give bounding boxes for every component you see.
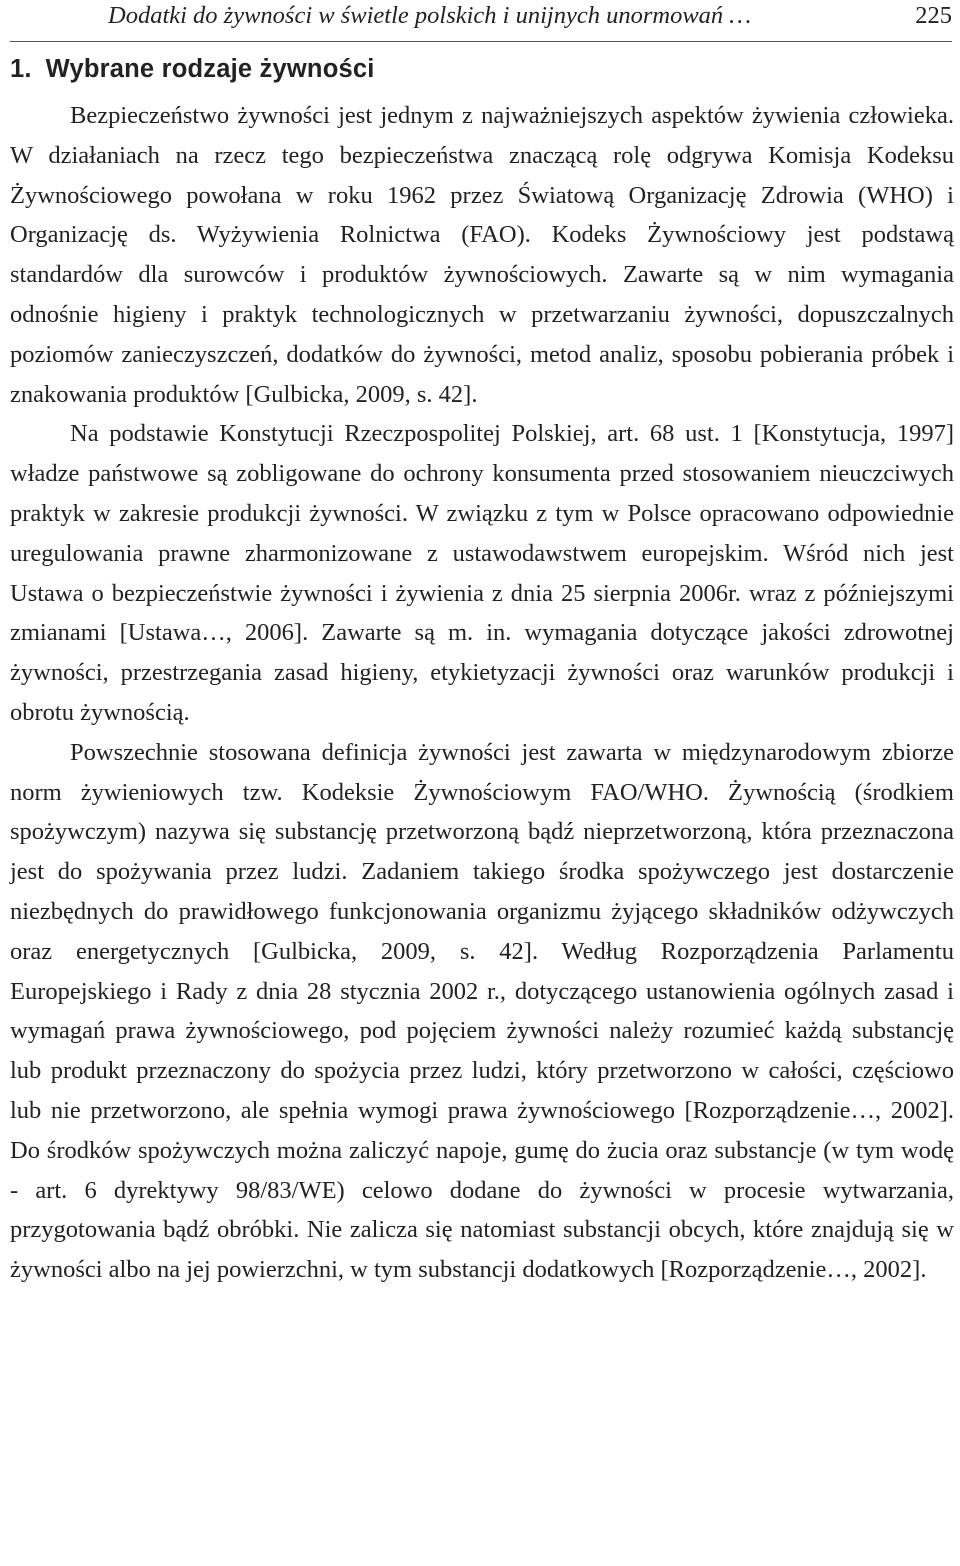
paragraph-food-safety: Bezpieczeństwo żywności jest jednym z najważniejszych aspektów żywienia człowieka. W działaniach na rzecz tego bezpieczeństwa znaczącą rolę odgrywa Komisja Kodeksu Żywnościowego powołana w roku 1962 przez Światową Organizację Zdrowia (WHO) i Organizację ds. Wyżywienia Rolnictwa (FAO). Kodeks Żywnościowy jest podstawą standardów dla surowców i produktów żywnościowych. Zawarte są w nim wymagania odnośnie higieny i praktyk technologicznych w przetwarzaniu żywności, dopuszczalnych poziomów zanieczyszczeń, dodatków do żywności, metod analiz, sposobu pobierania próbek i znakowania produktów [Gulbicka, 2009, s. 42]. <box>10 102 954 408</box>
section-number: 1. <box>10 55 32 83</box>
running-title: Dodatki do żywności w świetle polskich i unijnych unormowań … <box>108 2 752 29</box>
body-text <box>10 96 954 1290</box>
running-header <box>10 0 952 42</box>
page-number: 225 <box>915 2 952 29</box>
section-title: Wybrane rodzaje żywności <box>45 55 375 83</box>
paragraph-food-definition: Powszechnie stosowana definicja żywności jest zawarta w międzynarodowym zbiorze norm żywieniowych tzw. Kodeksie Żywnościowym FAO/WHO. Żywnością (środkiem spożywczym) nazywa się substancję przetworzoną bądź nieprzetworzoną, która przeznaczona jest do spożywania przez ludzi. Zadaniem takiego środka spożywczego jest dostarczenie niezbędnych do prawidłowego funkcjonowania organizmu żyjącego składników odżywczych oraz energetycznych [Gulbicka, 2009, s. 42]. Według Rozporządzenia Parlamentu Europejskiego i Rady z dnia 28 stycznia 2002 r., dotyczącego ustanowienia ogólnych zasad i wymagań prawa żywnościowego, pod pojęciem żywności należy rozumieć każdą substancję lub produkt przeznaczony do spożycia przez ludzi, który przetworzono w całości, częściowo lub nie przetworzono, ale spełnia wymogi prawa żywnościowego [Rozporządzenie…, 2002]. Do środków spożywczych można zaliczyć napoje, gumę do żucia oraz substancje (w tym wodę - art. 6 dyrektywy 98/83/WE) celowo dodane do żywności w procesie wytwarzania, przygotowania bądź obróbki. Nie zalicza się natomiast substancji obcych, które znajdują się w żywności albo na jej powierzchni, w tym substancji dodatkowych [Rozporządzenie…, 2002]. <box>10 738 954 1284</box>
paragraph-polish-law: Na podstawie Konstytucji Rzeczpospolitej Polskiej, art. 68 ust. 1 [Konstytucja, 1997] władze państwowe są zobligowane do ochrony konsumenta przed stosowaniem nieuczciwych praktyk w zakresie produkcji żywności. W związku z tym w Polsce opracowano odpowiednie uregulowania prawne zharmonizowane z ustawodawstwem europejskim. Wśród nich jest Ustawa o bezpieczeństwie żywności i żywienia z dnia 25 sierpnia 2006r. wraz z późniejszymi zmianami [Ustawa…, 2006]. Zawarte są m. in. wymagania dotyczące jakości zdrowotnej żywności, przestrzegania zasad higieny, etykietyzacji żywności oraz warunków produkcji i obrotu żywnością. <box>10 420 954 726</box>
section-heading <box>10 55 375 84</box>
